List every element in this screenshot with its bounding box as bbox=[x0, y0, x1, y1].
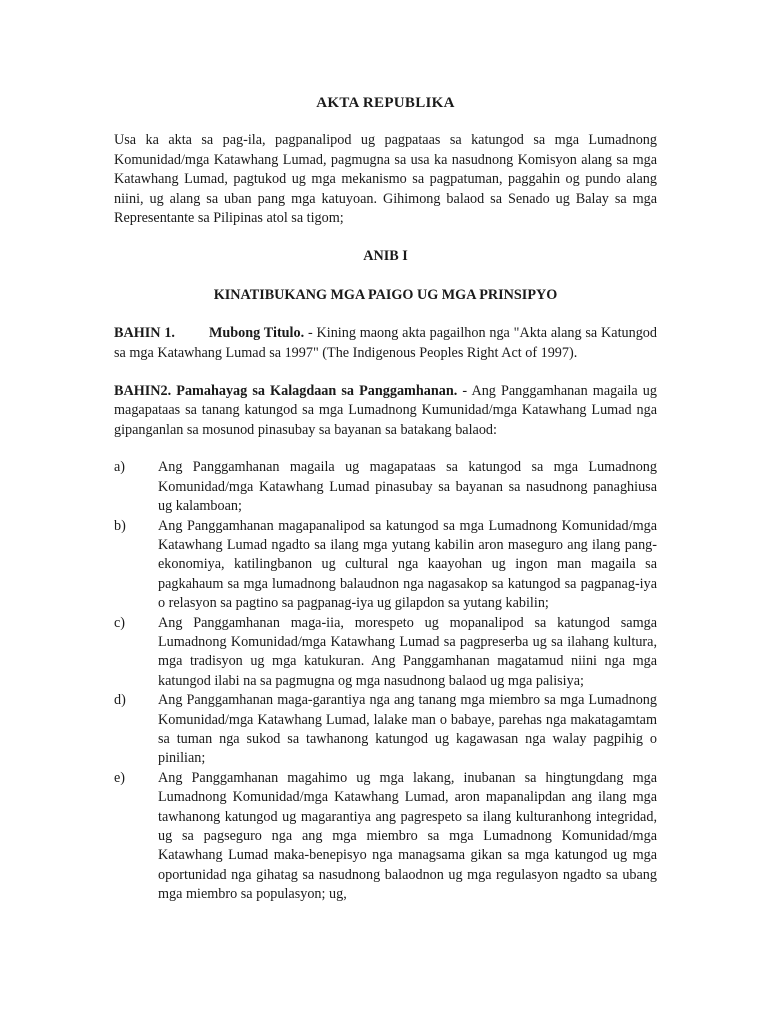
article-heading: ANIB I bbox=[363, 248, 408, 265]
document-page bbox=[114, 94, 657, 905]
list-item-text: Ang Panggamhanan magahimo ug mga lakang, inubanan sa hingtungdang mga Lumadnong Komunidad/mga Katawhang Lumad, aron mapanalipdan ang ilang mga tawhanong katungod ug magarantiya ang pagrespeto sa ilang kulturanhong integridad, ug sa pagseguro nga ang mga miembro sa mga Lumadnong Komunidad/mga Katawhang Lumad maka-benepisyo nga managsama gikan sa mga katungod ug mga oportunidad nga gihatag sa nasudnong balaodnon ug mga regulasyon ngadto sa ubang mga miembro sa populasyon; ug, bbox=[158, 769, 657, 903]
section-2 bbox=[114, 382, 657, 440]
list-marker: d) bbox=[114, 692, 126, 709]
list-item-text: Ang Panggamhanan maga-iia, morespeto ug mopanalipod sa katungod samga Lumadnong Komunidad/mga Katawhang Lumad sa pagpreserba ug sa ilahang kultura, mga tradisyon ug mga katukuran. Ang Panggamhanan magatamud niini nga mga katungod ilabi na sa pagmugna og mga nasudnong balaod ug mga palisiya; bbox=[158, 614, 657, 689]
section-title: Mubong Titulo. bbox=[208, 325, 305, 342]
article-title: KINATIBUKANG MGA PAIGO UG MGA PRINSIPYO bbox=[213, 286, 558, 303]
list-marker: a) bbox=[114, 459, 126, 476]
document-title: AKTA REPUBLIKA bbox=[316, 95, 455, 111]
list-item bbox=[114, 769, 657, 905]
section-label: BAHIN2. bbox=[114, 383, 172, 400]
list-item bbox=[114, 517, 657, 614]
list-item bbox=[114, 691, 657, 769]
list-item bbox=[114, 614, 657, 692]
section-text: - Ang Panggamhanan magaila ug magapataas sa tanang katungod sa mga Lumadnong Kumunidad/mga Katawhang Lumad nga gipanganlan sa mosunod pinasubay sa bayanan sa batakang balaod: bbox=[114, 383, 657, 438]
list-marker: e) bbox=[114, 769, 126, 786]
section-title: Pamahayag sa Kalagdaan sa Panggamhanan. bbox=[176, 383, 458, 400]
section-1 bbox=[114, 324, 657, 363]
list-item bbox=[114, 458, 657, 516]
intro-paragraph: Usa ka akta sa pag-ila, pagpanalipod ug pagpataas sa katungod sa mga Lumadnong Komunidad/mga Katawhang Lumad, pagmugna sa usa ka nasudnong Komisyon alang sa mga Katawhang Lumad, pagtukod ug mga mekanismo sa pagpatuman, paggahin og pundo alang niini, ug alang sa uban pang mga katuyoan. Gihimong balaod sa Senado ug Balay sa mga Representante sa Pilipinas atol sa tigom; bbox=[114, 132, 657, 227]
list-item-text: Ang Panggamhanan magaila ug magapataas sa katungod sa mga Lumadnong Komunidad/mga Katawhang Lumad pinasubay sa bayanan sa nasudnong panaghiusa ug kalamboan; bbox=[158, 459, 657, 515]
section-text: - Kining maong akta pagailhon nga "Akta alang sa Katungod sa mga Katawhang Lumad sa 1997" (The Indigenous Peoples Right Act of 1997). bbox=[114, 325, 657, 361]
principles-list bbox=[114, 458, 657, 904]
list-item-text: Ang Panggamhanan maga-garantiya nga ang tanang mga miembro sa mga Lumadnong Komunidad/mga Katawhang Lumad, lalake man o babaye, parehas nga makatagamtam sa tuman nga sukod sa tawhanong katungod ug kagawasan nga walay pagpihig o pinilian; bbox=[158, 692, 657, 767]
list-marker: c) bbox=[114, 614, 126, 631]
list-marker: b) bbox=[114, 517, 126, 534]
list-item-text: Ang Panggamhanan magapanalipod sa katungod sa mga Lumadnong Komunidad/mga Katawhang Lumad ngadto sa ilang mga yutang kabilin aron maseguro ang ilang pang-ekonomiya, katilingbanon ug cultural nga kaayohan ug ingon man magaila sa pagkahaum sa mga lumadnong balaudnon nga nagasakop sa katungod sa pagpanag-iya o relasyon sa pagtino sa pagpanag-iya ug gilapdon sa yutang kabilin; bbox=[158, 517, 657, 612]
section-label: BAHIN 1. bbox=[114, 325, 175, 342]
